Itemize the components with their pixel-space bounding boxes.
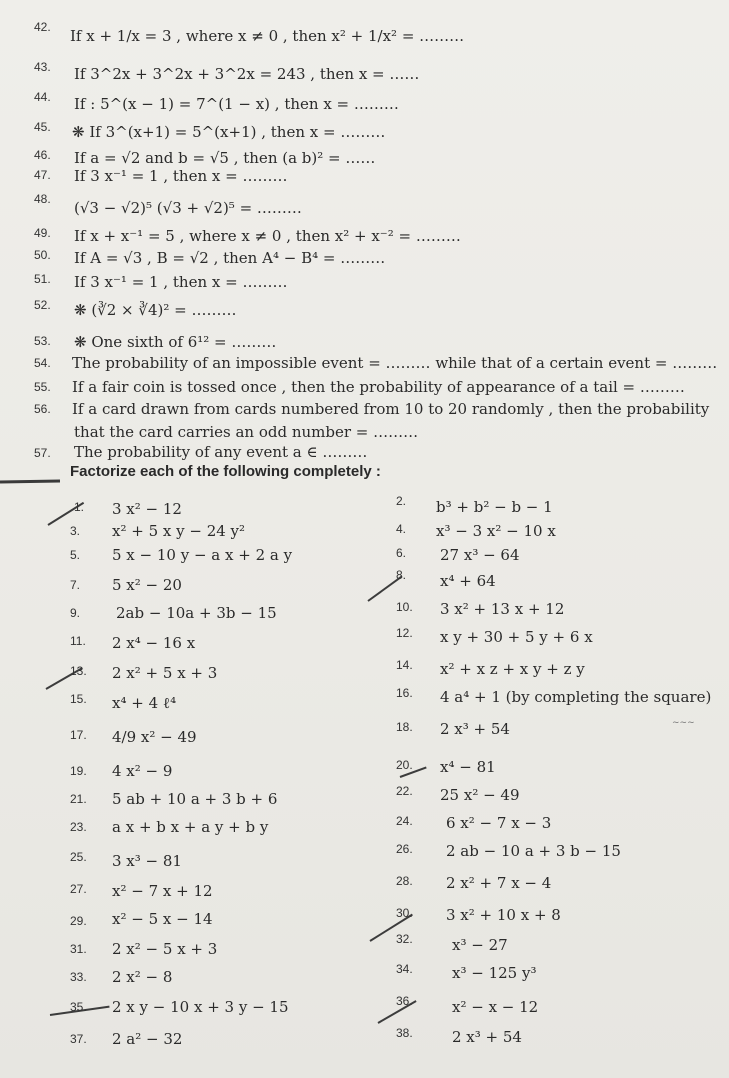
question-number: 56. [34,402,51,416]
exercise-number: 3. [70,524,81,538]
question-text: If x + 1/x = 3 , where x ≠ 0 , then x² + 1/x² = ……… [70,27,465,45]
exercise-expression: x³ − 125 y³ [452,964,537,982]
exercise-number: 10. [396,600,413,614]
question-text: ❋ If 3^(x+1) = 5^(x+1) , then x = ……… [72,123,386,141]
exercise-number: 29. [70,914,87,928]
exercise-expression: 2 x³ + 54 [452,1028,522,1046]
exercise-number: 35. [70,1000,87,1014]
question-number: 50. [34,248,51,262]
question-text: The probability of any event a ∈ ……… [74,443,368,461]
exercise-expression: 2 x² − 5 x + 3 [112,940,218,958]
exercise-number: 18. [396,720,413,734]
question-text: If 3 x⁻¹ = 1 , then x = ……… [74,273,288,291]
question-number: 55. [34,380,51,394]
question-text: The probability of an impossible event = ……… while that of a certain event = ……… [72,354,718,372]
question-text: If 3^2x + 3^2x + 3^2x = 243 , then x = …… [74,65,420,83]
question-number: 45. [34,120,51,134]
question-text: If a card drawn from cards numbered from 10 to 20 randomly , then the probability [72,400,710,418]
exercise-number: 31. [70,942,87,956]
exercise-number: 38. [396,1026,413,1040]
exercise-expression: 3 x³ − 81 [112,852,182,870]
exercise-expression: 5 x − 10 y − a x + 2 a y [112,546,293,564]
question-number: 57. [34,446,51,460]
exercise-number: 33. [70,970,87,984]
exercise-number: 17. [70,728,87,742]
exercise-number: 25. [70,850,87,864]
exercise-expression: 3 x² − 12 [112,500,182,518]
exercise-number: 7. [70,578,81,592]
question-text: (√3 − √2)⁵ (√3 + √2)⁵ = ……… [74,199,302,217]
exercise-number: 6. [396,546,407,560]
exercise-number: 14. [396,658,413,672]
exercise-expression: a x + b x + a y + b y [112,818,269,836]
exercise-number: 8. [396,568,407,582]
question-text: If A = √3 , B = √2 , then A⁴ − B⁴ = ……… [74,249,386,267]
question-text: If a fair coin is tossed once , then the probability of appearance of a tail = ……… [72,378,685,396]
exercise-expression: 5 x² − 20 [112,576,182,594]
exercise-expression: x³ − 27 [452,936,508,954]
question-number: 51. [34,272,51,286]
exercise-number: 16. [396,686,413,700]
question-text: If a = √2 and b = √5 , then (a b)² = …… [74,149,376,167]
exercise-expression: x² + 5 x y − 24 y² [112,522,246,540]
exercise-expression: 25 x² − 49 [440,786,520,804]
exercise-number: 21. [70,792,87,806]
exercise-expression: 2ab − 10a + 3b − 15 [116,604,277,622]
exercise-number: 23. [70,820,87,834]
exercise-expression: 4 a⁴ + 1 (by completing the square) [440,688,712,706]
exercise-expression: 2 x⁴ − 16 x [112,634,196,652]
exercise-number: 15. [70,692,87,706]
exercise-expression: 2 x² − 8 [112,968,173,986]
question-number: 53. [34,334,51,348]
question-text: that the card carries an odd number = ……… [74,423,419,441]
question-number: 54. [34,356,51,370]
exercise-expression: x² − 7 x + 12 [112,882,213,900]
question-number: 48. [34,192,51,206]
section-title: Factorize each of the following completely : [70,463,381,480]
exercise-expression: x⁴ − 81 [440,758,496,776]
exercise-expression: 5 ab + 10 a + 3 b + 6 [112,790,278,808]
exercise-expression: x² − x − 12 [452,998,539,1016]
exercise-expression: x⁴ + 4 ℓ⁴ [112,694,177,712]
question-number: 47. [34,168,51,182]
exercise-expression: 4 x² − 9 [112,762,173,780]
question-number: 44. [34,90,51,104]
exercise-number: 13. [70,664,87,678]
exercise-expression: 2 x³ + 54 [440,720,510,738]
exercise-number: 9. [70,606,81,620]
pencil-smudge: ~~~ [672,718,695,728]
exercise-expression: 2 a² − 32 [112,1030,183,1048]
exercise-number: 28. [396,874,413,888]
exercise-number: 4. [396,522,407,536]
question-number: 43. [34,60,51,74]
exercise-expression: 27 x³ − 64 [440,546,520,564]
question-text: If x + x⁻¹ = 5 , where x ≠ 0 , then x² + x⁻² = ……… [74,227,461,245]
exercise-expression: x² + x z + x y + z y [440,660,585,678]
exercise-expression: x³ − 3 x² − 10 x [436,522,556,540]
exercise-expression: 6 x² − 7 x − 3 [446,814,552,832]
exercise-expression: 3 x² + 13 x + 12 [440,600,565,618]
exercise-expression: 3 x² + 10 x + 8 [446,906,561,924]
question-text: If : 5^(x − 1) = 7^(1 − x) , then x = ……… [74,95,399,113]
exercise-expression: 2 x y − 10 x + 3 y − 15 [112,998,289,1016]
exercise-number: 37. [70,1032,87,1046]
exercise-expression: x² − 5 x − 14 [112,910,213,928]
exercise-number: 12. [396,626,413,640]
exercise-number: 36. [396,994,413,1008]
exercise-number: 2. [396,494,407,508]
exercise-expression: b³ + b² − b − 1 [436,498,553,516]
exercise-number: 27. [70,882,87,896]
question-number: 42. [34,20,51,34]
exercise-number: 20. [396,758,413,772]
question-number: 46. [34,148,51,162]
exercise-number: 5. [70,548,81,562]
question-text: If 3 x⁻¹ = 1 , then x = ……… [74,167,288,185]
exercise-number: 30. [396,906,413,920]
exercise-expression: 2 ab − 10 a + 3 b − 15 [446,842,621,860]
question-number: 52. [34,298,51,312]
exercise-number: 1. [74,500,85,514]
exercise-expression: x y + 30 + 5 y + 6 x [440,628,593,646]
exercise-expression: 2 x² + 5 x + 3 [112,664,218,682]
question-text: ❋ (∛2 × ∛4)² = ……… [74,301,237,319]
exercise-expression: 4/9 x² − 49 [112,728,197,746]
exercise-number: 19. [70,764,87,778]
exercise-expression: x⁴ + 64 [440,572,496,590]
question-number: 49. [34,226,51,240]
exercise-number: 32. [396,932,413,946]
exercise-number: 26. [396,842,413,856]
exercise-number: 22. [396,784,413,798]
question-text: ❋ One sixth of 6¹² = ……… [74,333,277,351]
exercise-number: 11. [70,634,86,648]
exercise-number: 34. [396,962,413,976]
section-divider [0,479,60,483]
exercise-number: 24. [396,814,413,828]
exercise-expression: 2 x² + 7 x − 4 [446,874,552,892]
